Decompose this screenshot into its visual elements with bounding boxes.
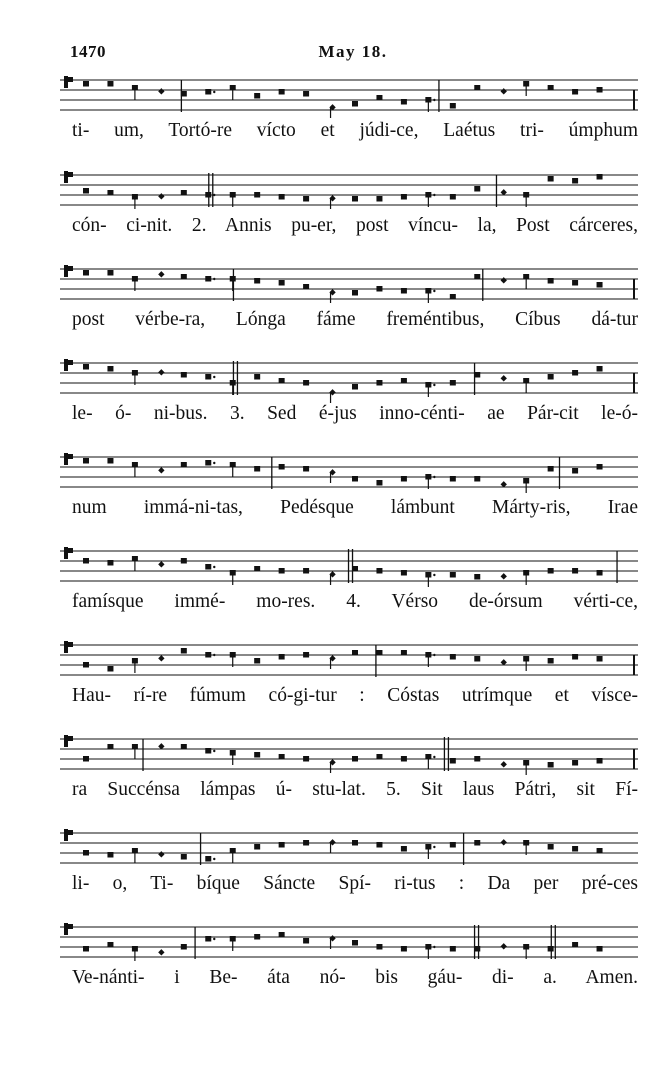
square-note bbox=[425, 474, 431, 480]
square-note bbox=[279, 194, 285, 200]
square-note bbox=[181, 558, 187, 564]
square-note bbox=[425, 652, 431, 658]
square-note bbox=[376, 754, 382, 760]
lyric-line: post vérbe-ra, Lónga fáme freméntibus, Cíbus dá-tur bbox=[72, 309, 638, 330]
page-header bbox=[70, 42, 636, 64]
punctum-dot bbox=[433, 194, 435, 196]
punctum-dot bbox=[213, 462, 215, 464]
square-note bbox=[279, 280, 285, 286]
square-note bbox=[83, 188, 89, 194]
square-note bbox=[548, 85, 554, 91]
punctum-dot bbox=[213, 194, 215, 196]
punctum-dot bbox=[433, 574, 435, 576]
square-note bbox=[107, 560, 113, 566]
clef-icon bbox=[64, 923, 68, 935]
square-note bbox=[376, 650, 382, 656]
square-note bbox=[303, 466, 309, 472]
square-note bbox=[279, 842, 285, 848]
square-note bbox=[425, 572, 431, 578]
punctum-dot bbox=[433, 756, 435, 758]
square-note bbox=[474, 840, 480, 846]
square-note bbox=[597, 570, 603, 576]
square-note bbox=[205, 856, 211, 862]
punctum-dot bbox=[433, 290, 435, 292]
square-note bbox=[572, 846, 578, 852]
chant-system-2 bbox=[0, 167, 669, 261]
square-note bbox=[254, 374, 260, 380]
square-note bbox=[132, 658, 138, 664]
square-note bbox=[352, 756, 358, 762]
clef-icon bbox=[64, 547, 68, 559]
square-note bbox=[425, 944, 431, 950]
square-note bbox=[303, 938, 309, 944]
square-note bbox=[254, 934, 260, 940]
square-note bbox=[523, 478, 529, 484]
square-note bbox=[230, 936, 236, 942]
square-note bbox=[254, 752, 260, 758]
square-note bbox=[376, 196, 382, 202]
square-note bbox=[230, 276, 236, 282]
square-note bbox=[107, 942, 113, 948]
square-note bbox=[401, 570, 407, 576]
rhombus-note bbox=[158, 193, 164, 199]
square-note bbox=[597, 282, 603, 288]
punctum-dot bbox=[213, 654, 215, 656]
chant-system-8 bbox=[0, 731, 669, 825]
punctum-dot bbox=[433, 946, 435, 948]
square-note bbox=[181, 372, 187, 378]
square-note bbox=[205, 748, 211, 754]
lyric-line: li- o, Ti- bíque Sáncte Spí- ri-tus : Da per pré-ces bbox=[72, 873, 638, 894]
rhombus-note bbox=[158, 88, 164, 94]
clef-icon bbox=[64, 641, 68, 653]
clef-icon bbox=[68, 548, 73, 553]
square-note bbox=[132, 946, 138, 952]
square-note bbox=[83, 270, 89, 276]
square-note bbox=[401, 946, 407, 952]
square-note bbox=[548, 278, 554, 284]
square-note bbox=[279, 89, 285, 95]
square-note bbox=[303, 840, 309, 846]
square-note bbox=[401, 378, 407, 384]
square-note bbox=[254, 844, 260, 850]
rhombus-note bbox=[501, 573, 507, 579]
page-number: 1470 bbox=[70, 42, 106, 61]
rhombus-note bbox=[158, 561, 164, 567]
square-note bbox=[83, 946, 89, 952]
square-note bbox=[523, 840, 529, 846]
square-note bbox=[450, 654, 456, 660]
square-note bbox=[597, 87, 603, 93]
punctum-dot bbox=[213, 91, 215, 93]
square-note bbox=[303, 284, 309, 290]
square-note bbox=[205, 276, 211, 282]
square-note bbox=[254, 278, 260, 284]
square-note bbox=[572, 760, 578, 766]
square-note bbox=[548, 762, 554, 768]
square-note bbox=[376, 568, 382, 574]
square-note bbox=[303, 568, 309, 574]
square-note bbox=[425, 754, 431, 760]
lyric-line: cón- ci-nit. 2. Annis pu-er, post víncu- la, Post cárceres, bbox=[72, 215, 638, 236]
square-note bbox=[523, 944, 529, 950]
square-note bbox=[572, 370, 578, 376]
square-note bbox=[572, 568, 578, 574]
square-note bbox=[376, 480, 382, 486]
square-note bbox=[230, 652, 236, 658]
square-note bbox=[401, 476, 407, 482]
punctum-dot bbox=[213, 376, 215, 378]
clef-icon bbox=[68, 266, 73, 271]
square-note bbox=[597, 366, 603, 372]
chant-system-4 bbox=[0, 355, 669, 449]
rhombus-note bbox=[501, 761, 507, 767]
square-note bbox=[523, 570, 529, 576]
square-note bbox=[376, 95, 382, 101]
music-staff bbox=[60, 167, 638, 217]
chant-system-6 bbox=[0, 543, 669, 637]
square-note bbox=[548, 844, 554, 850]
square-note bbox=[83, 850, 89, 856]
square-note bbox=[450, 380, 456, 386]
square-note bbox=[425, 97, 431, 103]
square-note bbox=[83, 458, 89, 464]
square-note bbox=[107, 666, 113, 672]
square-note bbox=[205, 652, 211, 658]
square-note bbox=[450, 476, 456, 482]
lyric-line: ti- um, Tortó-re vícto et júdi-ce, Laétus tri- úmphum bbox=[72, 120, 638, 141]
rhombus-note bbox=[158, 655, 164, 661]
rhombus-note bbox=[501, 375, 507, 381]
square-note bbox=[83, 364, 89, 370]
rhombus-note bbox=[501, 943, 507, 949]
music-staff bbox=[60, 449, 638, 499]
square-note bbox=[83, 662, 89, 668]
music-staff bbox=[60, 261, 638, 311]
square-note bbox=[181, 462, 187, 468]
square-note bbox=[548, 466, 554, 472]
square-note bbox=[450, 294, 456, 300]
square-note bbox=[548, 946, 554, 952]
clef-icon bbox=[68, 642, 73, 647]
rhombus-note bbox=[501, 839, 507, 845]
punctum-dot bbox=[213, 858, 215, 860]
music-staff bbox=[60, 637, 638, 687]
clef-icon bbox=[64, 76, 68, 88]
clef-icon bbox=[64, 171, 68, 183]
punctum-dot bbox=[213, 566, 215, 568]
square-note bbox=[597, 656, 603, 662]
punctum-dot bbox=[433, 476, 435, 478]
square-note bbox=[352, 384, 358, 390]
square-note bbox=[376, 286, 382, 292]
square-note bbox=[230, 192, 236, 198]
square-note bbox=[205, 374, 211, 380]
square-note bbox=[474, 946, 480, 952]
square-note bbox=[401, 99, 407, 105]
square-note bbox=[132, 370, 138, 376]
square-note bbox=[425, 288, 431, 294]
square-note bbox=[376, 842, 382, 848]
square-note bbox=[548, 568, 554, 574]
square-note bbox=[132, 848, 138, 854]
lyric-line: ra Succénsa lámpas ú- stu-lat. 5. Sit laus Pátri, sit Fí- bbox=[72, 779, 638, 800]
square-note bbox=[597, 758, 603, 764]
clef-icon bbox=[68, 454, 73, 459]
clef-icon bbox=[68, 360, 73, 365]
square-note bbox=[230, 85, 236, 91]
square-note bbox=[523, 274, 529, 280]
lyric-line: le- ó- ni-bus. 3. Sed é-jus inno-cénti- ae Pár-cit le-ó- bbox=[72, 403, 638, 424]
square-note bbox=[474, 574, 480, 580]
clef-icon bbox=[64, 265, 68, 277]
square-note bbox=[205, 89, 211, 95]
clef-icon bbox=[68, 830, 73, 835]
square-note bbox=[548, 176, 554, 182]
square-note bbox=[205, 564, 211, 570]
square-note bbox=[303, 91, 309, 97]
square-note bbox=[83, 756, 89, 762]
rhombus-note bbox=[158, 271, 164, 277]
punctum-dot bbox=[433, 846, 435, 848]
square-note bbox=[352, 840, 358, 846]
square-note bbox=[450, 758, 456, 764]
square-note bbox=[230, 750, 236, 756]
square-note bbox=[230, 570, 236, 576]
music-staff bbox=[60, 731, 638, 781]
square-note bbox=[107, 366, 113, 372]
square-note bbox=[279, 568, 285, 574]
square-note bbox=[132, 556, 138, 562]
square-note bbox=[450, 842, 456, 848]
square-note bbox=[523, 656, 529, 662]
square-note bbox=[401, 650, 407, 656]
chant-system-3 bbox=[0, 261, 669, 355]
square-note bbox=[425, 844, 431, 850]
square-note bbox=[425, 382, 431, 388]
square-note bbox=[279, 654, 285, 660]
punctum-dot bbox=[433, 99, 435, 101]
music-staff bbox=[60, 825, 638, 875]
clef-icon bbox=[64, 829, 68, 841]
square-note bbox=[132, 744, 138, 750]
square-note bbox=[254, 192, 260, 198]
square-note bbox=[450, 946, 456, 952]
square-note bbox=[401, 194, 407, 200]
square-note bbox=[181, 190, 187, 196]
square-note bbox=[132, 85, 138, 91]
square-note bbox=[352, 566, 358, 572]
square-note bbox=[107, 190, 113, 196]
square-note bbox=[107, 744, 113, 750]
square-note bbox=[597, 174, 603, 180]
square-note bbox=[352, 290, 358, 296]
square-note bbox=[474, 186, 480, 192]
square-note bbox=[205, 460, 211, 466]
square-note bbox=[303, 756, 309, 762]
chant-system-5 bbox=[0, 449, 669, 543]
square-note bbox=[230, 380, 236, 386]
square-note bbox=[572, 280, 578, 286]
square-note bbox=[474, 274, 480, 280]
square-note bbox=[352, 940, 358, 946]
clef-icon bbox=[68, 172, 73, 177]
square-note bbox=[132, 462, 138, 468]
square-note bbox=[572, 942, 578, 948]
clef-icon bbox=[68, 924, 73, 929]
square-note bbox=[181, 744, 187, 750]
square-note bbox=[401, 288, 407, 294]
square-note bbox=[107, 852, 113, 858]
running-title: May 18. bbox=[318, 42, 388, 61]
square-note bbox=[107, 270, 113, 276]
punctum-dot bbox=[213, 938, 215, 940]
square-note bbox=[279, 932, 285, 938]
chant-system-7 bbox=[0, 637, 669, 731]
square-note bbox=[401, 756, 407, 762]
square-note bbox=[474, 372, 480, 378]
square-note bbox=[401, 846, 407, 852]
square-note bbox=[572, 89, 578, 95]
square-note bbox=[83, 558, 89, 564]
square-note bbox=[474, 85, 480, 91]
chant-system-10 bbox=[0, 919, 669, 1013]
square-note bbox=[474, 656, 480, 662]
clef-icon bbox=[64, 359, 68, 371]
square-note bbox=[303, 196, 309, 202]
square-note bbox=[279, 464, 285, 470]
square-note bbox=[597, 946, 603, 952]
rhombus-note bbox=[501, 88, 507, 94]
music-staff bbox=[60, 355, 638, 405]
square-note bbox=[523, 378, 529, 384]
rhombus-note bbox=[501, 277, 507, 283]
clef-icon bbox=[68, 77, 73, 82]
lyric-line: Ve-nánti- i Be- áta nó- bis gáu- di- a. Amen. bbox=[72, 967, 638, 988]
punctum-dot bbox=[433, 654, 435, 656]
punctum-dot bbox=[213, 750, 215, 752]
square-note bbox=[83, 81, 89, 87]
square-note bbox=[132, 276, 138, 282]
square-note bbox=[548, 658, 554, 664]
square-note bbox=[205, 936, 211, 942]
square-note bbox=[450, 572, 456, 578]
square-note bbox=[205, 192, 211, 198]
square-note bbox=[523, 81, 529, 87]
square-note bbox=[474, 476, 480, 482]
square-note bbox=[450, 103, 456, 109]
clef-icon bbox=[64, 735, 68, 747]
square-note bbox=[230, 462, 236, 468]
chant-system-1 bbox=[0, 72, 669, 166]
square-note bbox=[303, 380, 309, 386]
square-note bbox=[523, 760, 529, 766]
clef-icon bbox=[64, 453, 68, 465]
square-note bbox=[107, 458, 113, 464]
music-staff bbox=[60, 543, 638, 593]
chant-system-9 bbox=[0, 825, 669, 919]
square-note bbox=[597, 848, 603, 854]
lyric-line: famísque immé- mo-res. 4. Vérso de-órsum vérti-ce, bbox=[72, 591, 638, 612]
square-note bbox=[181, 274, 187, 280]
square-note bbox=[181, 91, 187, 97]
square-note bbox=[352, 101, 358, 107]
square-note bbox=[181, 854, 187, 860]
lyric-line: Hau- rí-re fúmum có-gi-tur : Cóstas utrímque et vísce- bbox=[72, 685, 638, 706]
lyric-line: num immá-ni-tas, Pedésque lámbunt Márty-ris, Irae bbox=[72, 497, 638, 518]
square-note bbox=[376, 944, 382, 950]
rhombus-note bbox=[158, 851, 164, 857]
square-note bbox=[352, 650, 358, 656]
square-note bbox=[474, 756, 480, 762]
punctum-dot bbox=[433, 384, 435, 386]
square-note bbox=[303, 652, 309, 658]
square-note bbox=[376, 380, 382, 386]
rhombus-note bbox=[158, 467, 164, 473]
square-note bbox=[254, 466, 260, 472]
square-note bbox=[548, 374, 554, 380]
music-staff bbox=[60, 72, 638, 122]
square-note bbox=[425, 192, 431, 198]
square-note bbox=[572, 468, 578, 474]
square-note bbox=[572, 178, 578, 184]
square-note bbox=[254, 658, 260, 664]
square-note bbox=[597, 464, 603, 470]
square-note bbox=[352, 196, 358, 202]
square-note bbox=[132, 194, 138, 200]
square-note bbox=[181, 944, 187, 950]
square-note bbox=[352, 476, 358, 482]
square-note bbox=[254, 566, 260, 572]
square-note bbox=[230, 848, 236, 854]
rhombus-note bbox=[158, 949, 164, 955]
square-note bbox=[279, 754, 285, 760]
punctum-dot bbox=[213, 278, 215, 280]
clef-icon bbox=[68, 736, 73, 741]
square-note bbox=[523, 192, 529, 198]
square-note bbox=[279, 378, 285, 384]
square-note bbox=[181, 648, 187, 654]
music-staff bbox=[60, 919, 638, 969]
square-note bbox=[254, 93, 260, 99]
rhombus-note bbox=[158, 369, 164, 375]
square-note bbox=[107, 81, 113, 87]
square-note bbox=[450, 194, 456, 200]
square-note bbox=[572, 654, 578, 660]
